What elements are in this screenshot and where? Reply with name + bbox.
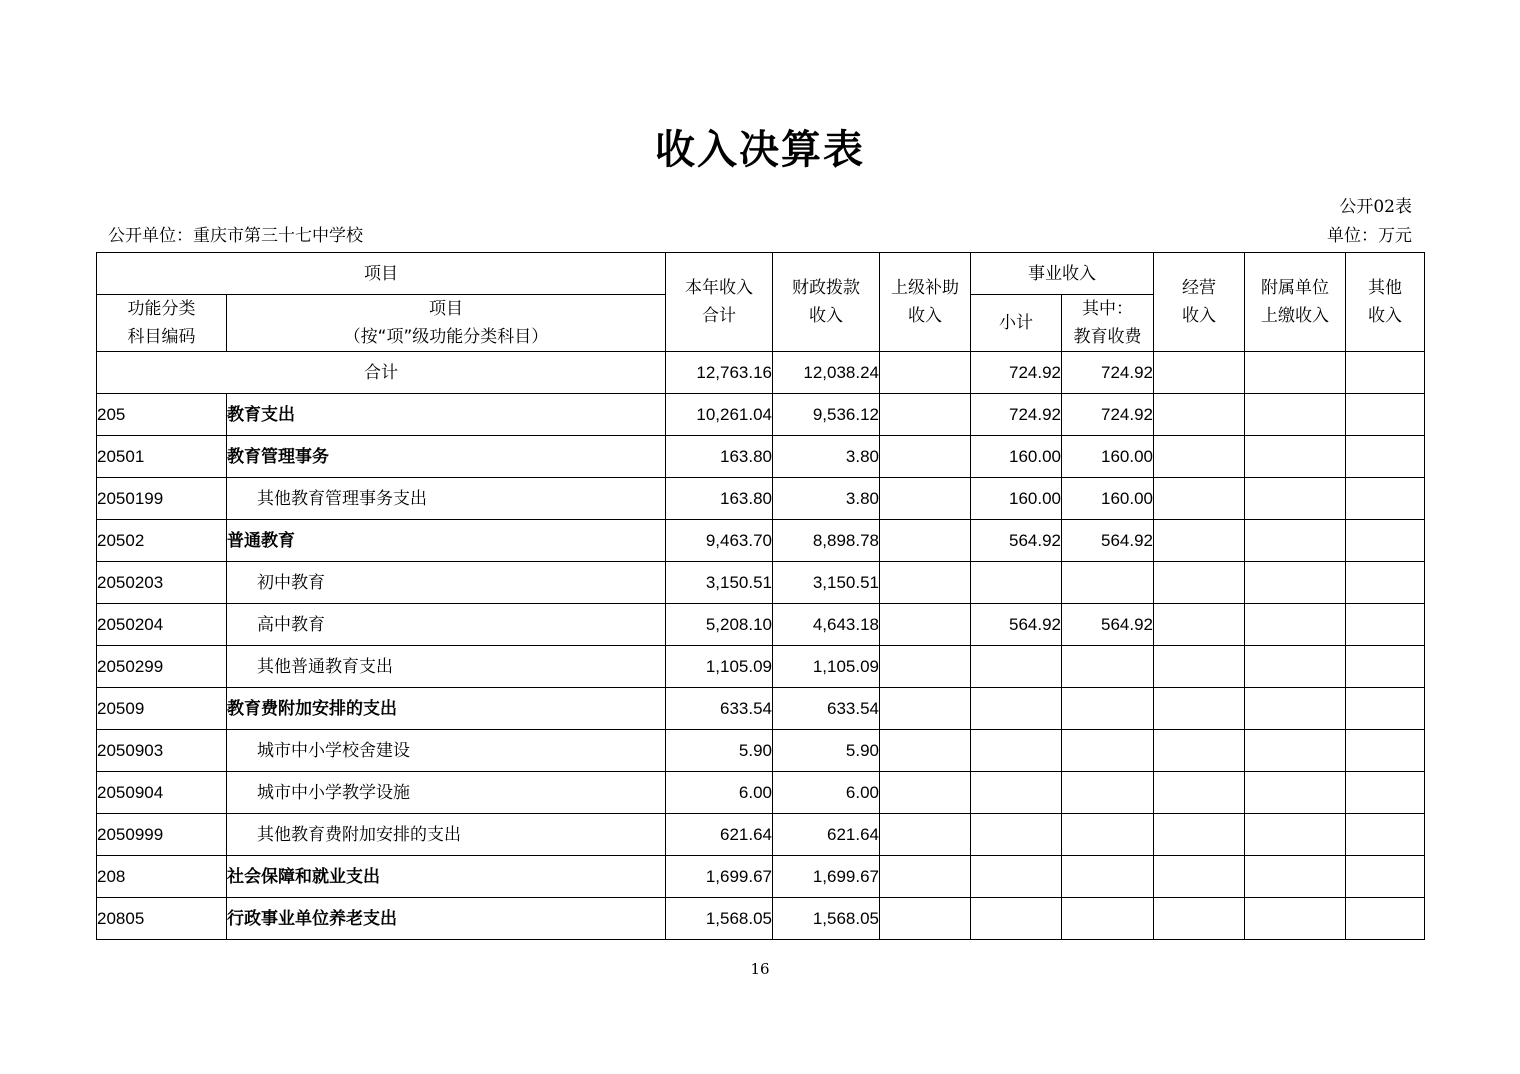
row-cell-operating — [1154, 688, 1245, 730]
row-cell-subtotal — [971, 772, 1062, 814]
row-name: 教育管理事务 — [227, 436, 666, 478]
row-cell-affiliated — [1245, 478, 1346, 520]
row-cell-affiliated — [1245, 856, 1346, 898]
page-title: 收入决算表 — [655, 127, 865, 173]
row-cell-total: 9,463.70 — [666, 520, 773, 562]
row-cell-total: 1,568.05 — [666, 898, 773, 940]
table-row — [97, 604, 1425, 646]
row-name: 城市中小学教学设施 — [227, 772, 666, 814]
row-cell-fiscal: 1,568.05 — [773, 898, 880, 940]
row-cell-superior — [880, 394, 971, 436]
total-cell-operating — [1154, 352, 1245, 394]
row-cell-superior — [880, 478, 971, 520]
row-code: 20501 — [97, 436, 227, 478]
row-cell-affiliated — [1245, 688, 1346, 730]
header-operating-line2: 收入 — [1182, 306, 1216, 326]
total-cell-superior — [880, 352, 971, 394]
row-cell-edu-fee — [1062, 856, 1154, 898]
row-cell-edu-fee — [1062, 772, 1154, 814]
row-cell-other — [1346, 730, 1425, 772]
table-row — [97, 562, 1425, 604]
row-cell-affiliated — [1245, 814, 1346, 856]
header-total — [666, 253, 773, 352]
header-other-line1: 其他 — [1368, 278, 1402, 298]
row-cell-affiliated — [1245, 604, 1346, 646]
row-code: 2050204 — [97, 604, 227, 646]
row-cell-edu-fee — [1062, 688, 1154, 730]
row-cell-superior — [880, 562, 971, 604]
header-superior-line2: 收入 — [908, 306, 942, 326]
total-cell-affiliated — [1245, 352, 1346, 394]
header-code-line1: 功能分类 — [127, 299, 196, 319]
row-cell-affiliated — [1245, 898, 1346, 940]
row-code: 2050199 — [97, 478, 227, 520]
row-cell-operating — [1154, 436, 1245, 478]
row-cell-affiliated — [1245, 772, 1346, 814]
header-total-line1: 本年收入 — [685, 278, 753, 298]
row-cell-fiscal: 4,643.18 — [773, 604, 880, 646]
row-cell-superior — [880, 436, 971, 478]
header-edu-fee-line1: 其中： — [1082, 299, 1133, 319]
row-name: 行政事业单位养老支出 — [227, 898, 666, 940]
table-row — [97, 478, 1425, 520]
money-unit: 单位：万元 — [1327, 226, 1412, 246]
header-superior-line1: 上级补助 — [891, 278, 959, 298]
header-other — [1346, 253, 1425, 352]
row-cell-subtotal — [971, 730, 1062, 772]
row-cell-operating — [1154, 604, 1245, 646]
header-name-line2: （按“项”级功能分类科目） — [343, 327, 549, 347]
header-fiscal-line1: 财政拨款 — [792, 278, 860, 298]
row-cell-operating — [1154, 730, 1245, 772]
row-name: 其他普通教育支出 — [227, 646, 666, 688]
row-cell-edu-fee — [1062, 898, 1154, 940]
header-superior — [880, 253, 971, 352]
table-row — [97, 898, 1425, 940]
row-cell-edu-fee — [1062, 730, 1154, 772]
row-cell-other — [1346, 688, 1425, 730]
row-cell-total: 633.54 — [666, 688, 773, 730]
row-cell-subtotal: 564.92 — [971, 604, 1062, 646]
row-name: 初中教育 — [227, 562, 666, 604]
row-cell-superior — [880, 688, 971, 730]
table-row — [97, 520, 1425, 562]
row-cell-fiscal: 621.64 — [773, 814, 880, 856]
row-cell-superior — [880, 604, 971, 646]
row-cell-edu-fee — [1062, 646, 1154, 688]
table-row — [97, 394, 1425, 436]
row-name: 教育费附加安排的支出 — [227, 688, 666, 730]
row-cell-subtotal — [971, 688, 1062, 730]
row-code: 20502 — [97, 520, 227, 562]
row-cell-fiscal: 8,898.78 — [773, 520, 880, 562]
row-cell-edu-fee: 160.00 — [1062, 436, 1154, 478]
row-cell-subtotal — [971, 814, 1062, 856]
row-cell-superior — [880, 520, 971, 562]
row-cell-other — [1346, 814, 1425, 856]
page-number: 16 — [750, 960, 770, 978]
row-cell-other — [1346, 856, 1425, 898]
header-edu-fee — [1062, 295, 1154, 352]
row-cell-total: 163.80 — [666, 478, 773, 520]
row-cell-superior — [880, 856, 971, 898]
header-total-line2: 合计 — [702, 306, 736, 326]
row-name: 高中教育 — [227, 604, 666, 646]
header-code-line2: 科目编码 — [127, 327, 196, 347]
header-operating-line1: 经营 — [1182, 278, 1216, 298]
row-cell-edu-fee: 564.92 — [1062, 520, 1154, 562]
row-cell-total: 621.64 — [666, 814, 773, 856]
row-name: 社会保障和就业支出 — [227, 856, 666, 898]
row-name: 城市中小学校舍建设 — [227, 730, 666, 772]
row-cell-subtotal — [971, 856, 1062, 898]
header-item: 项目 — [97, 253, 666, 295]
row-cell-other — [1346, 772, 1425, 814]
row-cell-fiscal: 9,536.12 — [773, 394, 880, 436]
row-cell-operating — [1154, 814, 1245, 856]
header-affiliated-line2: 上缴收入 — [1261, 306, 1329, 326]
row-cell-affiliated — [1245, 520, 1346, 562]
header-operating — [1154, 253, 1245, 352]
row-cell-superior — [880, 730, 971, 772]
row-cell-subtotal: 160.00 — [971, 436, 1062, 478]
header-affiliated-line1: 附属单位 — [1261, 278, 1329, 298]
row-cell-affiliated — [1245, 646, 1346, 688]
total-cell-edu-fee: 724.92 — [1062, 352, 1154, 394]
row-code: 2050299 — [97, 646, 227, 688]
row-cell-operating — [1154, 394, 1245, 436]
header-edu-fee-line2: 教育收费 — [1073, 327, 1142, 347]
header-affiliated — [1245, 253, 1346, 352]
header-name — [227, 295, 666, 352]
row-cell-operating — [1154, 562, 1245, 604]
row-cell-operating — [1154, 646, 1245, 688]
row-cell-total: 5,208.10 — [666, 604, 773, 646]
total-row — [97, 352, 1425, 394]
row-name: 其他教育管理事务支出 — [227, 478, 666, 520]
row-code: 2050203 — [97, 562, 227, 604]
row-cell-operating — [1154, 772, 1245, 814]
row-cell-edu-fee — [1062, 562, 1154, 604]
table-row — [97, 772, 1425, 814]
header-other-line2: 收入 — [1368, 306, 1402, 326]
row-cell-affiliated — [1245, 730, 1346, 772]
table-row — [97, 688, 1425, 730]
row-cell-other — [1346, 520, 1425, 562]
total-cell-fiscal: 12,038.24 — [773, 352, 880, 394]
row-cell-superior — [880, 772, 971, 814]
header-subtotal: 小计 — [971, 295, 1062, 352]
row-cell-edu-fee — [1062, 814, 1154, 856]
row-cell-operating — [1154, 898, 1245, 940]
table-row — [97, 436, 1425, 478]
row-cell-total: 6.00 — [666, 772, 773, 814]
row-cell-operating — [1154, 520, 1245, 562]
row-name: 普通教育 — [227, 520, 666, 562]
table-row — [97, 646, 1425, 688]
row-cell-subtotal: 724.92 — [971, 394, 1062, 436]
table-row — [97, 730, 1425, 772]
header-name-line1: 项目 — [429, 299, 463, 319]
row-cell-total: 1,105.09 — [666, 646, 773, 688]
row-cell-fiscal: 1,105.09 — [773, 646, 880, 688]
row-cell-edu-fee: 564.92 — [1062, 604, 1154, 646]
header-code — [97, 295, 227, 352]
row-cell-subtotal — [971, 898, 1062, 940]
table-number: 公开02表 — [1339, 197, 1412, 217]
row-cell-total: 1,699.67 — [666, 856, 773, 898]
total-cell-other — [1346, 352, 1425, 394]
row-cell-superior — [880, 814, 971, 856]
row-cell-operating — [1154, 856, 1245, 898]
row-cell-edu-fee: 160.00 — [1062, 478, 1154, 520]
row-cell-affiliated — [1245, 436, 1346, 478]
header-fiscal-line2: 收入 — [809, 306, 843, 326]
row-name: 教育支出 — [227, 394, 666, 436]
table-row — [97, 814, 1425, 856]
row-cell-subtotal — [971, 646, 1062, 688]
row-cell-fiscal: 3,150.51 — [773, 562, 880, 604]
row-cell-fiscal: 5.90 — [773, 730, 880, 772]
row-cell-total: 5.90 — [666, 730, 773, 772]
row-cell-operating — [1154, 478, 1245, 520]
row-code: 20509 — [97, 688, 227, 730]
row-cell-superior — [880, 646, 971, 688]
row-cell-other — [1346, 898, 1425, 940]
row-cell-affiliated — [1245, 562, 1346, 604]
total-cell-total: 12,763.16 — [666, 352, 773, 394]
row-cell-fiscal: 633.54 — [773, 688, 880, 730]
total-label: 合计 — [97, 352, 666, 394]
row-cell-total: 3,150.51 — [666, 562, 773, 604]
row-cell-fiscal: 3.80 — [773, 478, 880, 520]
row-cell-other — [1346, 604, 1425, 646]
header-fiscal — [773, 253, 880, 352]
row-cell-other — [1346, 562, 1425, 604]
row-cell-total: 10,261.04 — [666, 394, 773, 436]
row-cell-other — [1346, 478, 1425, 520]
row-cell-subtotal: 564.92 — [971, 520, 1062, 562]
row-code: 205 — [97, 394, 227, 436]
row-cell-fiscal: 6.00 — [773, 772, 880, 814]
row-cell-other — [1346, 394, 1425, 436]
row-code: 2050903 — [97, 730, 227, 772]
row-cell-superior — [880, 898, 971, 940]
row-name: 其他教育费附加安排的支出 — [227, 814, 666, 856]
table-row — [97, 856, 1425, 898]
row-code: 20805 — [97, 898, 227, 940]
row-cell-other — [1346, 436, 1425, 478]
row-cell-fiscal: 1,699.67 — [773, 856, 880, 898]
row-cell-subtotal: 160.00 — [971, 478, 1062, 520]
row-code: 2050904 — [97, 772, 227, 814]
row-cell-subtotal — [971, 562, 1062, 604]
row-cell-fiscal: 3.80 — [773, 436, 880, 478]
row-cell-other — [1346, 646, 1425, 688]
income-table — [96, 252, 1425, 940]
reporting-unit: 公开单位：重庆市第三十七中学校 — [108, 226, 363, 246]
row-code: 2050999 — [97, 814, 227, 856]
row-cell-edu-fee: 724.92 — [1062, 394, 1154, 436]
header-business: 事业收入 — [971, 253, 1154, 295]
total-cell-subtotal: 724.92 — [971, 352, 1062, 394]
row-cell-total: 163.80 — [666, 436, 773, 478]
row-cell-affiliated — [1245, 394, 1346, 436]
row-code: 208 — [97, 856, 227, 898]
